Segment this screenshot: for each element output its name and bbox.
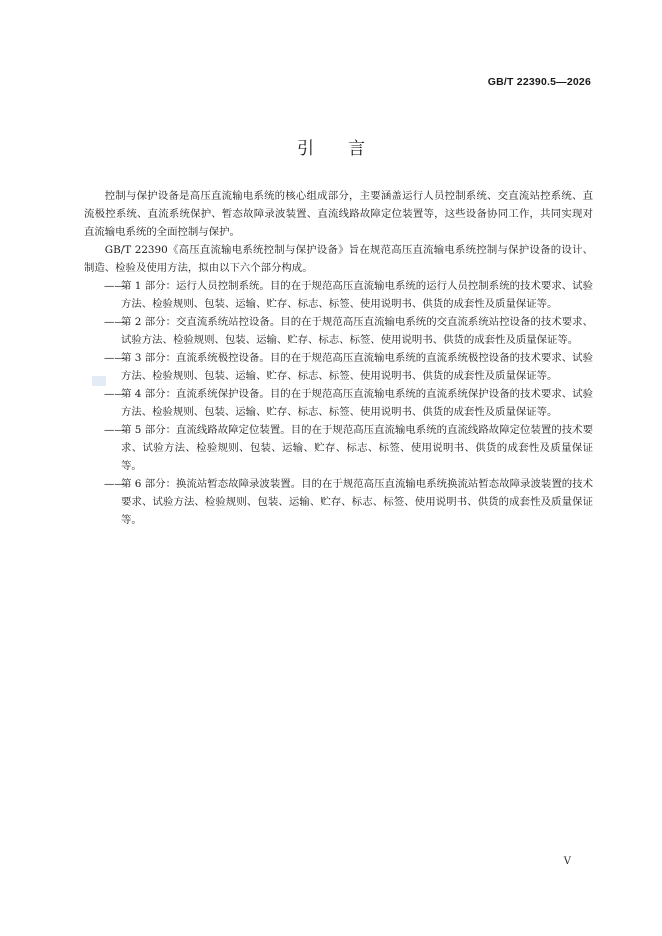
page-title: 引言 (297, 139, 399, 159)
list-item-text: 第 3 部分：直流系统极控设备。目的在于规范高压直流输电系统的直流系统极控设备的技术要求、试验方法、检验规则、包装、运输、贮存、标志、标签、使用说明书、供货的成套性及质量保证等。 (121, 352, 593, 382)
list-item (84, 421, 593, 475)
list-item (84, 277, 593, 313)
list-dash: —— (104, 316, 125, 328)
body-text (84, 187, 593, 529)
list-item-text: 第 1 部分：运行人员控制系统。目的在于规范高压直流输电系统的运行人员控制系统的技术要求、试验方法、检验规则、包装、运输、贮存、标志、标签、使用说明书、供货的成套性及质量保证等。 (121, 280, 593, 310)
intro-paragraph: 控制与保护设备是高压直流输电系统的核心组成部分，主要涵盖运行人员控制系统、交直流站控系统、直流极控系统、直流系统保护、暂态故障录波装置、直流线路故障定位装置等，这些设备协同工作，共同实现对直流输电系统的全面控制与保护。 (84, 190, 593, 238)
standard-code: GB/T 22390.5—2026 (487, 76, 591, 88)
list-item (84, 385, 593, 421)
list-item-text: 第 2 部分：交直流系统站控设备。目的在于规范高压直流输电系统的交直流系统站控设备的技术要求、试验方法、检验规则、包装、运输、贮存、标志、标签、使用说明书、供货的成套性及质量保证等。 (121, 316, 593, 346)
list-item-text: 第 4 部分：直流系统保护设备。目的在于规范高压直流输电系统的直流系统保护设备的技术要求、试验方法、检验规则、包装、运输、贮存、标志、标签、使用说明书、供货的成套性及质量保证等。 (121, 388, 593, 418)
list-item (84, 349, 593, 385)
list-item-text: 第 6 部分：换流站暂态故障录波装置。目的在于规范高压直流输电系统换流站暂态故障录波装置的技术要求、试验方法、检验规则、包装、运输、贮存、标志、标签、使用说明书、供货的成套性及质量保证等。 (121, 478, 593, 526)
list-item (84, 313, 593, 349)
list-dash: —— (104, 388, 125, 400)
list-dash: —— (104, 280, 125, 292)
list-dash: —— (104, 478, 125, 490)
list-dash: —— (104, 352, 125, 364)
list-item-text: 第 5 部分：直流线路故障定位装置。目的在于规范高压直流输电系统的直流线路故障定位装置的技术要求、试验方法、检验规则、包装、运输、贮存、标志、标签、使用说明书、供货的成套性及质量保证等。 (121, 424, 593, 472)
page-number: V (563, 856, 571, 867)
list-item (84, 475, 593, 529)
scope-paragraph: GB/T 22390《高压直流输电系统控制与保护设备》旨在规范高压直流输电系统控制与保护设备的设计、制造、检验及使用方法，拟由以下六个部分构成。 (84, 244, 593, 274)
list-dash: —— (104, 424, 125, 436)
